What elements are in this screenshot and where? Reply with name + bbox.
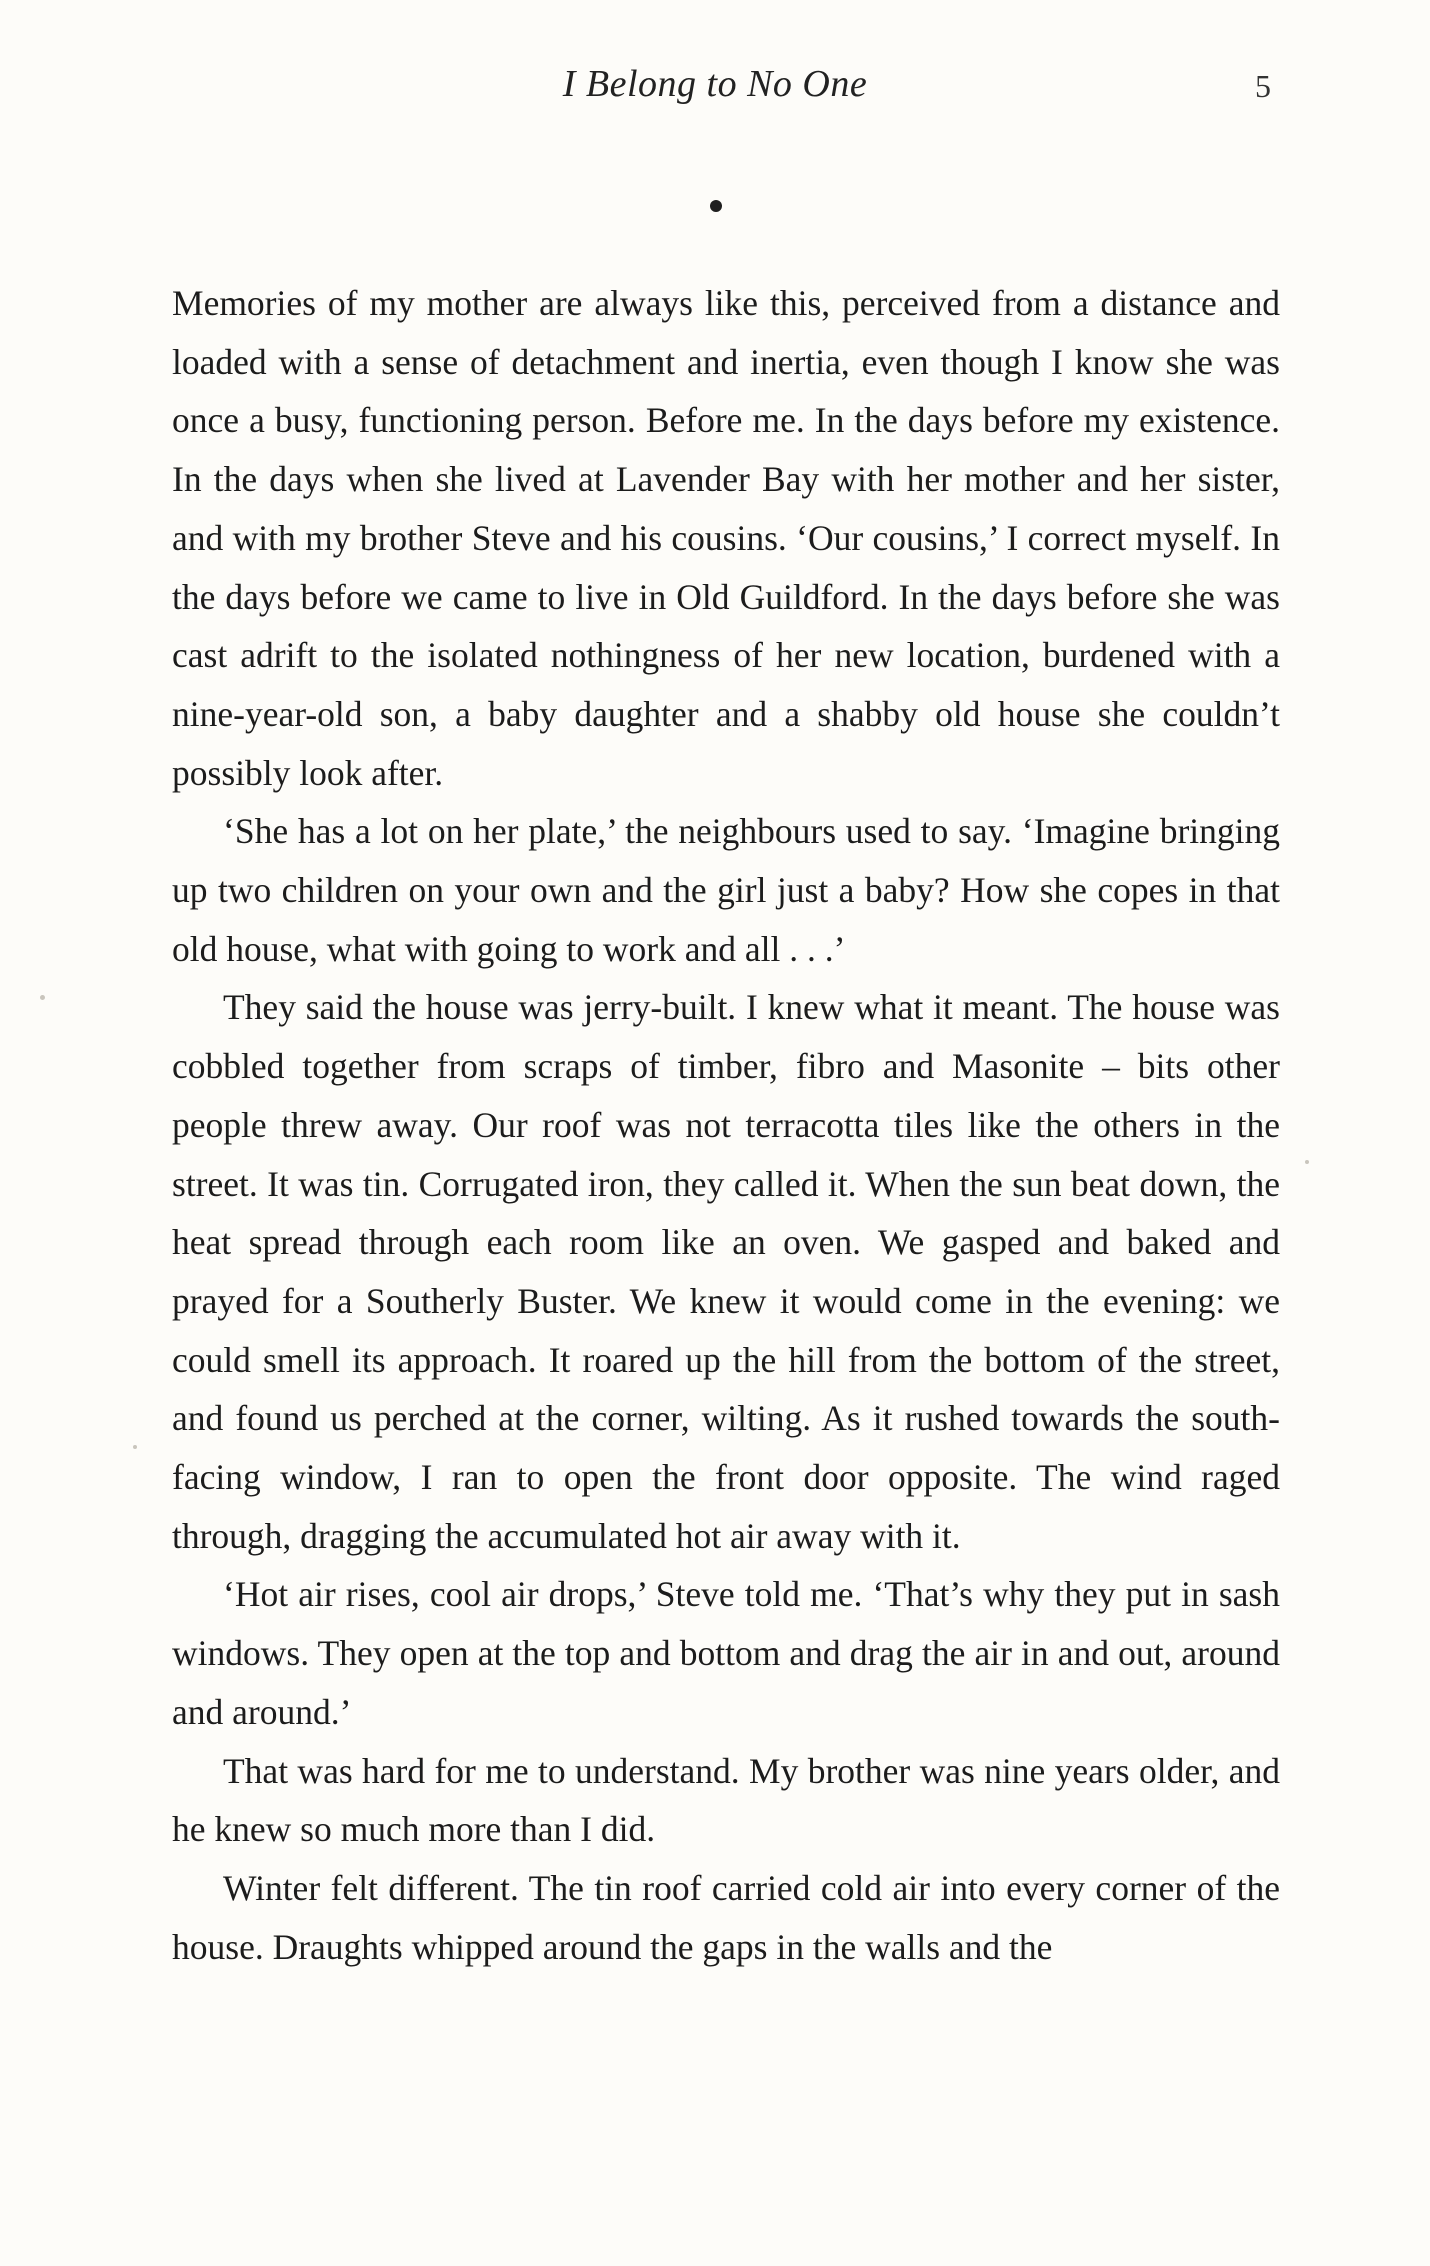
paragraph-1: Memories of my mother are always like this, perceived from a distance and loaded with a sense of detachment and inertia, even though I know she was once a busy, functioning person. Before me. In the days before my existence. In the days when she lived at Lavender Bay with her mother and her sister, and with my brother Steve and his cousins. ‘Our cousins,’ I correct myself. In the days before we came to live in Old Guildford. In the days before she was cast adrift to the isolated nothingness of her new location, burdened with a nine-year-old son, a baby daughter and a shabby old house she couldn’t possibly look after. <box>172 283 1280 793</box>
paragraph-3: They said the house was jerry-built. I knew what it meant. The house was cobbled together from scraps of timber, fibro and Masonite – bits other people threw away. Our roof was not terracotta tiles like the others in the street. It was tin. Corrugated iron, they called it. When the sun beat down, the heat spread through each room like an oven. We gasped and baked and prayed for a Southerly Buster. We knew it would come in the evening: we could smell its approach. It roared up the hill from the bottom of the street, and found us perched at the corner, wilting. As it rushed towards the south-facing window, I ran to open the front door opposite. The wind raged through, dragging the accumulated hot air away with it. <box>172 987 1280 1556</box>
paragraph-5: That was hard for me to understand. My brother was nine years older, and he knew so much more than I did. <box>172 1750 1280 1850</box>
section-break-bullet <box>710 200 722 212</box>
paragraph-4: ‘Hot air rises, cool air drops,’ Steve told me. ‘That’s why they put in sash windows. They open at the top and bottom and drag the air in and out, around and around.’ <box>172 1574 1280 1732</box>
scan-speck <box>40 995 45 1000</box>
scan-speck <box>133 1445 137 1449</box>
scan-speck <box>1305 1160 1309 1164</box>
page-number: 5 <box>1255 68 1271 104</box>
body-text <box>172 274 1280 1976</box>
paragraph-6: Winter felt different. The tin roof carried cold air into every corner of the house. Draughts whipped around the gaps in the walls and the <box>172 1867 1280 1967</box>
running-title: I Belong to No One <box>562 63 868 105</box>
paragraph-2: ‘She has a lot on her plate,’ the neighbours used to say. ‘Imagine bringing up two children on your own and the girl just a baby? How she copes in that old house, what with going to work and all . . .’ <box>172 811 1280 969</box>
